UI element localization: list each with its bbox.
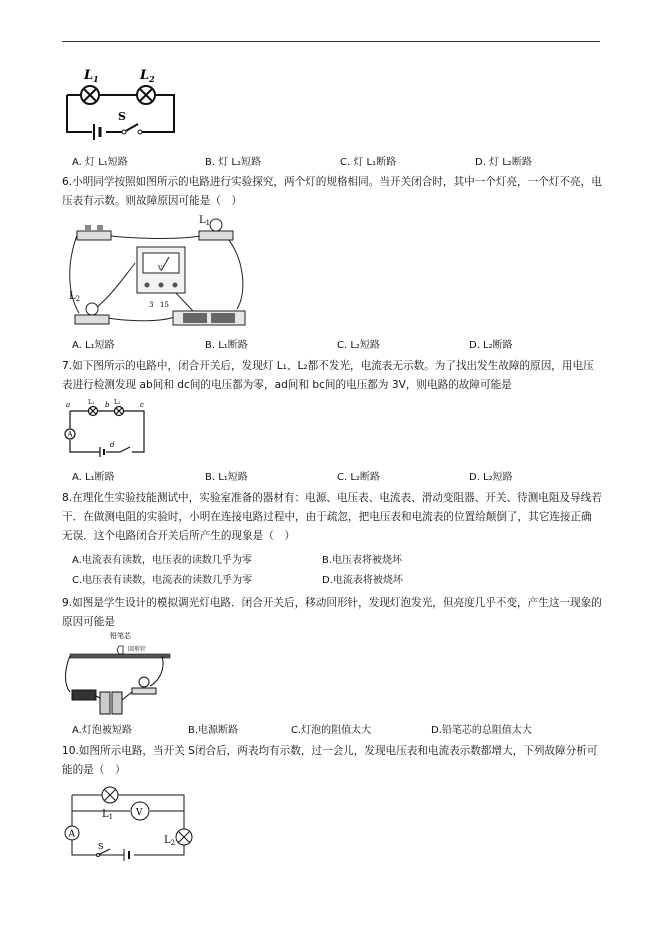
q7-option-b[interactable]: B. L₁短路 (205, 472, 248, 483)
q5-option-a[interactable]: A. 灯 L₁短路 (72, 157, 128, 168)
q10-a-label: A (68, 829, 75, 840)
q9-options (72, 721, 602, 737)
q6-option-a[interactable]: A. L₁短路 (72, 340, 115, 351)
q6-option-d[interactable]: D. L₂断路 (469, 340, 513, 351)
q9-clip-label: 回形针 (128, 646, 147, 653)
q7-l2-label: L₂ (114, 399, 121, 406)
q6-l2-label: $L_2$ (69, 291, 81, 303)
q10-l1-label: $L_1$ (102, 809, 114, 821)
q10-stem: 10.如图所示电路，当开关 S闭合后，两表均有示数，过一会儿，发现电压表和电流表示数都增大，下列故障分析可能的是（ ） (62, 745, 598, 776)
q10-v-label: V (136, 808, 143, 818)
q5-option-d[interactable]: D. 灯 L₂断路 (475, 157, 532, 168)
q7-options (72, 468, 602, 484)
q7-a-label: a (66, 401, 71, 409)
q7-meter-label: A (67, 430, 73, 439)
q8-option-d[interactable]: D.电流表将被烧坏 (322, 575, 403, 586)
q6-l1-label: $L_1$ (199, 215, 211, 227)
q9-stem: 9.如图是学生设计的模拟调光灯电路．闭合开关后，移动回形针，发现灯泡发光，但亮度几乎不变，产生这一现象的原因可能是 (62, 597, 602, 628)
q7-c-label: c (140, 401, 144, 409)
q6-t3-label: 3 (149, 301, 154, 309)
q8-options-row2 (72, 571, 602, 587)
q8-option-a[interactable]: A.电流表有读数，电压表的读数几乎为零 (72, 555, 252, 566)
q5-circuit-diagram (62, 62, 182, 140)
q9-dimmer-circuit (62, 630, 177, 718)
q5-option-c[interactable]: C. 灯 L₁断路 (340, 157, 397, 168)
q9-option-c[interactable]: C.灯泡的阻值太大 (291, 725, 372, 736)
q5-option-b[interactable]: B. 灯 L₂短路 (205, 157, 261, 168)
q9-option-b[interactable]: B.电源断路 (188, 725, 239, 736)
q9-pencil-label: 铅笔芯 (110, 632, 131, 640)
q10-circuit-diagram (62, 783, 197, 863)
q5-l2-label: $L_2$ (140, 68, 155, 84)
q7-option-a[interactable]: A. L₁断路 (72, 472, 115, 483)
q7-l1-label: L₁ (88, 399, 95, 406)
q5-s-label: S (118, 110, 126, 123)
q10-s-label: S (98, 842, 104, 851)
q10-l2-label: $L_2$ (164, 835, 176, 847)
q8-stem: 8.在理化生实验技能测试中，实验室准备的器材有：电源、电压表、电流表、滑动变阻器、开关、待测电阻及导线若干．在做测电阻的实验时，小明在连接电路过程中，由于疏忽，把电压表和电流表的位置给颠倒了，其它连接正确无误．这个电路闭合开关后所产生的现象是（ ） (62, 492, 602, 542)
q8-option-c[interactable]: C.电压表有读数，电流表的读数几乎为零 (72, 575, 253, 586)
q7-option-d[interactable]: D. L₂短路 (469, 472, 513, 483)
q7-d-label: d (110, 441, 115, 449)
q7-circuit-diagram (62, 398, 152, 460)
q7-stem: 7.如下图所示的电路中，闭合开关后，发现灯 L₁、L₂都不发光，电流表无示数。为了找出发生故障的原因，用电压表进行检测发现 ab间和 dc间的电压都为零，ad间和 bc间的电压都为 3V，则电路的故障可能是 (62, 360, 594, 391)
q5-options (72, 153, 602, 169)
q6-circuit-photo (65, 213, 255, 333)
q7-option-c[interactable]: C. L₂断路 (337, 472, 380, 483)
header-rule (62, 41, 600, 42)
q6-meter-label: V (158, 265, 163, 272)
q7-b-label: b (105, 401, 110, 409)
q8-options-row1 (72, 551, 602, 567)
q8-option-b[interactable]: B.电压表将被烧坏 (322, 555, 403, 566)
q6-t15-label: 15 (160, 301, 169, 309)
q9-option-a[interactable]: A.灯泡被短路 (72, 725, 132, 736)
q5-l1-label: $L_1$ (84, 68, 99, 84)
q6-options (72, 336, 602, 352)
q9-option-d[interactable]: D.铅笔芯的总阻值太大 (431, 725, 532, 736)
q6-option-b[interactable]: B. L₁断路 (205, 340, 248, 351)
q6-stem: 6.小明同学按照如图所示的电路进行实验探究，两个灯的规格相同。当开关闭合时，其中一个灯亮，一个灯不亮，电压表有示数。则故障原因可能是（ ） (62, 176, 602, 207)
q6-option-c[interactable]: C. L₂短路 (337, 340, 380, 351)
